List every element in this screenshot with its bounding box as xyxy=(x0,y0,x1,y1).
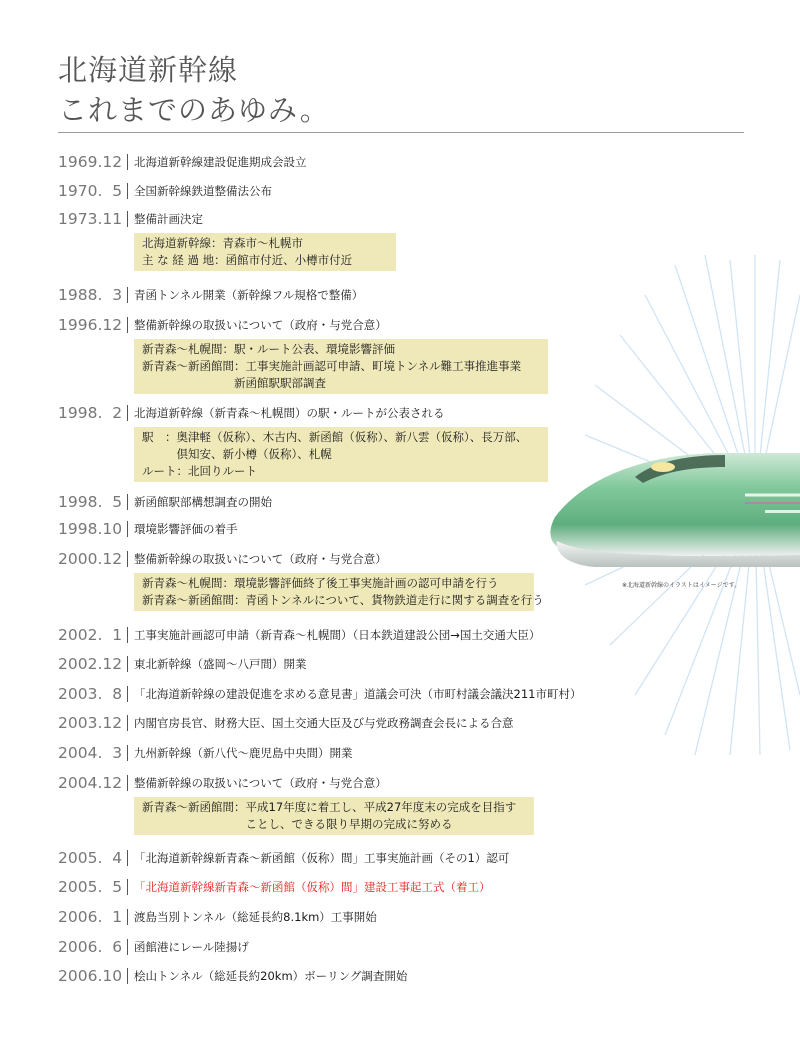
event-text: 整備計画決定 xyxy=(134,212,203,226)
note-box xyxy=(134,339,548,394)
event-date: 2002.12 xyxy=(58,655,123,673)
event-date: 2004.12 xyxy=(58,774,123,792)
note-box xyxy=(134,573,544,611)
event-text: 「北海道新幹線の建設促進を求める意見書」道議会可決（市町村議会議決211市町村） xyxy=(134,687,582,701)
event-date: 1996.12 xyxy=(58,316,123,334)
timeline-separator xyxy=(127,686,128,702)
event-date: 1988. 3 xyxy=(58,286,123,304)
event-text: 整備新幹線の取扱いについて（政府・与党合意） xyxy=(134,776,387,790)
note-line: 北海道新幹線：青森市～札幌市 xyxy=(142,236,303,250)
event-text: 工事実施計画認可申請（新青森～札幌間）（日本鉄道建設公団→国土交通大臣） xyxy=(134,628,541,642)
event-text: 北海道新幹線（新青森～札幌間）の駅・ルートが公表される xyxy=(134,406,445,420)
note-line: 新青森～札幌間：環境影響評価終了後工事実施計画の認可申請を行う xyxy=(142,576,499,590)
event-text: 全国新幹線鉄道整備法公布 xyxy=(134,184,272,198)
note-line: 新青森～札幌間：駅・ルート公表、環境影響評価 xyxy=(142,342,395,356)
event-text: 函館港にレール陸揚げ xyxy=(134,940,249,954)
title-line-1: 北海道新幹線 xyxy=(58,53,239,87)
timeline-separator xyxy=(127,968,128,984)
event-date: 2000.12 xyxy=(58,550,123,568)
note-line: 新青森～新函館間：青函トンネルについて、貨物鉄道走行に関する調査を行う xyxy=(142,593,544,607)
event-date: 2005. 4 xyxy=(58,849,123,867)
note-line: 主 な 経 過 地：函館市付近、小樽市付近 xyxy=(142,253,353,267)
timeline-separator xyxy=(127,287,128,303)
event-date: 2006. 1 xyxy=(58,908,123,926)
illustration-caption: ※北海道新幹線のイラストはイメージです。 xyxy=(622,582,741,589)
event-text: 渡島当別トンネル（総延長約8.1km）工事開始 xyxy=(134,910,377,924)
timeline-separator xyxy=(127,211,128,227)
event-text: 桧山トンネル（総延長約20km）ボーリング調査開始 xyxy=(134,969,408,983)
event-date: 1998. 2 xyxy=(58,404,123,422)
event-date: 2005. 5 xyxy=(58,878,123,896)
event-date: 2003. 8 xyxy=(58,685,123,703)
note-line: ことし、できる限り早期の完成に努める xyxy=(142,817,453,831)
timeline-separator xyxy=(127,521,128,537)
event-text: 「北海道新幹線新青森～新函館（仮称）間」工事実施計画（その1）認可 xyxy=(134,851,510,865)
event-text: 環境影響評価の着手 xyxy=(134,522,238,536)
event-date: 2002. 1 xyxy=(58,626,123,644)
note-line: ルート：北回りルート xyxy=(142,464,257,478)
timeline-separator xyxy=(127,154,128,170)
event-date: 1998. 5 xyxy=(58,493,123,511)
timeline-separator xyxy=(127,850,128,866)
event-text: 整備新幹線の取扱いについて（政府・与党合意） xyxy=(134,318,387,332)
event-date: 1970. 5 xyxy=(58,182,123,200)
timeline-separator xyxy=(127,317,128,333)
event-text: 九州新幹線（新八代～鹿児島中央間）開業 xyxy=(134,746,353,760)
note-line: 新青森～新函館間：平成17年度に着工し、平成27年度末の完成を目指す xyxy=(142,800,517,814)
timeline-separator xyxy=(127,715,128,731)
event-date: 2003.12 xyxy=(58,714,123,732)
event-text: 整備新幹線の取扱いについて（政府・与党合意） xyxy=(134,552,387,566)
timeline-separator xyxy=(127,405,128,421)
timeline-separator xyxy=(127,879,128,895)
event-date: 2006. 6 xyxy=(58,938,123,956)
timeline-separator xyxy=(127,745,128,761)
event-date: 1973.11 xyxy=(58,210,123,228)
title-line-2: これまでのあゆみ。 xyxy=(58,93,330,127)
note-line: 倶知安、新小樽（仮称）、札幌 xyxy=(142,447,332,461)
event-text-highlight: 「北海道新幹線新青森～新函館（仮称）間」建設工事起工式（着工） xyxy=(134,880,491,894)
timeline-separator xyxy=(127,909,128,925)
event-date: 2004. 3 xyxy=(58,744,123,762)
note-box xyxy=(134,797,534,835)
event-text: 青函トンネル開業（新幹線フル規格で整備） xyxy=(134,288,364,302)
timeline-separator xyxy=(127,939,128,955)
timeline-separator xyxy=(127,183,128,199)
note-line: 駅 ：奥津軽（仮称）、木古内、新函館（仮称）、新八雲（仮称）、長万部、 xyxy=(142,430,528,444)
timeline-separator xyxy=(127,627,128,643)
note-box xyxy=(134,233,396,271)
note-line: 新函館駅駅部調査 xyxy=(142,376,326,390)
timeline-separator xyxy=(127,656,128,672)
event-text: 新函館駅部構想調査の開始 xyxy=(134,495,272,509)
timeline-separator xyxy=(127,494,128,510)
timeline-separator xyxy=(127,775,128,791)
event-text: 北海道新幹線建設促進期成会設立 xyxy=(134,155,307,169)
event-date: 1969.12 xyxy=(58,153,123,171)
note-box xyxy=(134,427,548,482)
event-date: 2006.10 xyxy=(58,967,123,985)
event-text: 内閣官房長官、財務大臣、国土交通大臣及び与党政務調査会長による合意 xyxy=(134,716,514,730)
note-line: 新青森～新函館間：工事実施計画認可申請、町境トンネル難工事推進事業 xyxy=(142,359,522,373)
timeline-separator xyxy=(127,551,128,567)
event-date: 1998.10 xyxy=(58,520,123,538)
event-text: 東北新幹線（盛岡～八戸間）開業 xyxy=(134,657,307,671)
